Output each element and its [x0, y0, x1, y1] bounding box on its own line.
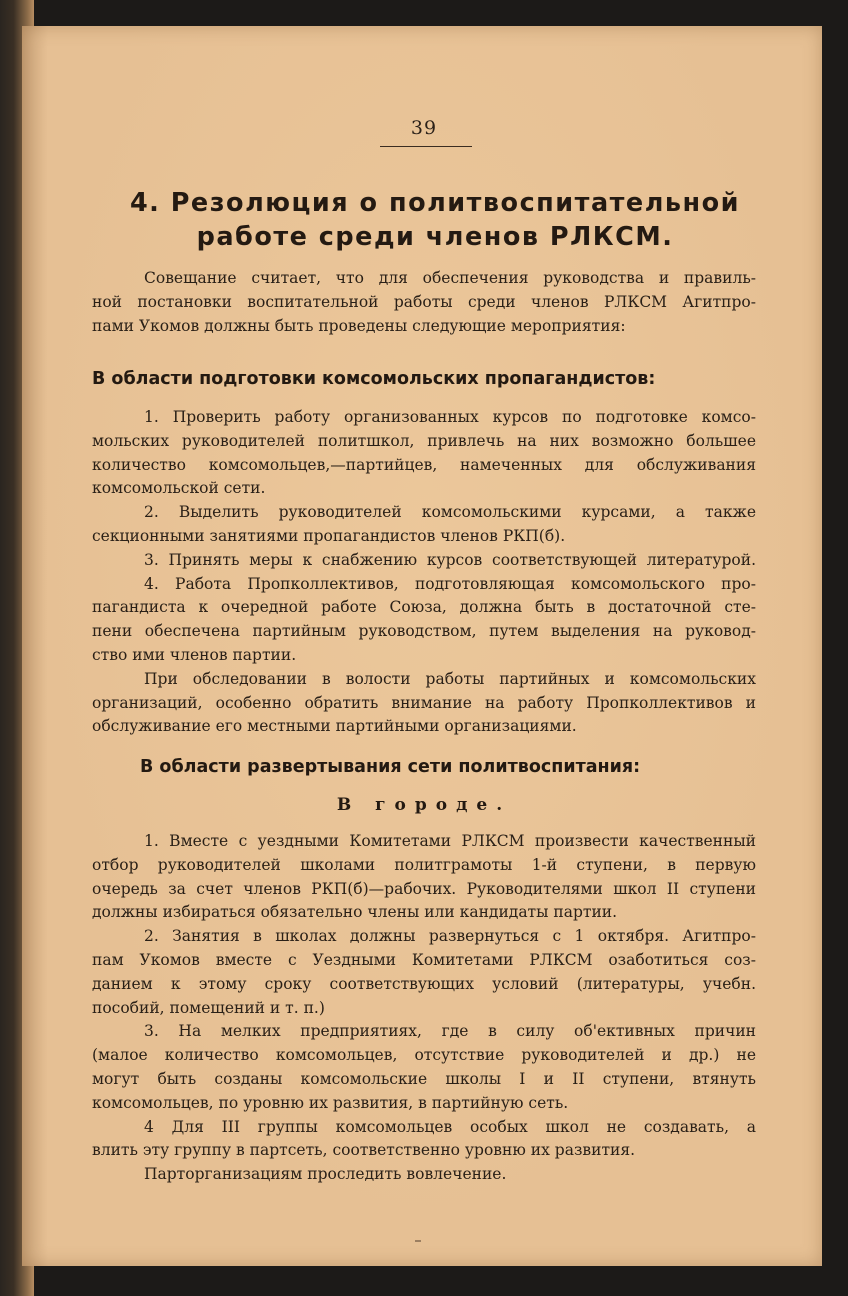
text-line: (малое количество комсомольцев, отсутствие руководителей и др.) не: [92, 1046, 756, 1065]
text-line: 4. Работа Пропколлективов, подготовляющая комсомольского про-: [144, 574, 756, 593]
text-line: ство ими членов партии.: [92, 645, 297, 664]
text-line: 3. На мелких предприятиях, где в силу об'ективных причин: [144, 1022, 756, 1041]
text-line: пам Укомов вместе с Уездными Комитетами РЛКСМ озаботиться соз-: [92, 950, 756, 969]
section-heading-propagandists: В области подготовки комсомольских пропагандистов:: [92, 369, 656, 389]
paper-speck: [415, 1240, 421, 1242]
text-line: отбор руководителей школами политграмоты 1-й ступени, в первую: [92, 855, 756, 874]
text-line: пени обеспечена партийным руководством, путем выделения на руковод-: [92, 622, 756, 641]
page-number: 39: [410, 117, 438, 139]
text-line: пагандиста к очередной работе Союза, должна быть в достаточной сте-: [92, 598, 756, 617]
page-title: [60, 186, 810, 254]
text-line: организаций, особенно обратить внимание на работу Пропколлективов и: [92, 693, 756, 712]
subheading-in-city: В городе.: [336, 795, 512, 815]
text-line: комсомольцев, по уровню их развития, в партийную сеть.: [92, 1093, 569, 1112]
text-line: ной постановки воспитательной работы среди членов РЛКСМ Агитпро-: [92, 292, 756, 311]
text-line: секционными занятиями пропагандистов членов РКП(б).: [92, 526, 566, 545]
text-line: обслуживание его местными партийными организациями.: [92, 717, 577, 736]
text-line: 1. Проверить работу организованных курсов по подготовке комсо-: [144, 408, 756, 426]
text-line: пами Укомов должны быть проведены следующие мероприятия:: [92, 316, 626, 335]
text-line: должны избираться обязательно члены или кандидаты партии.: [92, 903, 618, 922]
text-line: 2. Выделить руководителей комсомольскими курсами, а также: [144, 503, 756, 522]
text-line: Парторганизациям проследить вовлечение.: [144, 1165, 507, 1184]
text-line: влить эту группу в партсеть, соответственно уровню их развития.: [92, 1141, 636, 1160]
text-line: 3. Принять меры к снабжению курсов соответствующей литературой.: [144, 550, 756, 569]
text-line: 4 Для III группы комсомольцев особых школ не создавать, а: [144, 1117, 756, 1136]
text-line: комсомольской сети.: [92, 479, 266, 498]
text-line: очередь за счет членов РКП(б)—рабочих. Руководителями школ II ступени: [92, 879, 756, 898]
text-line: количество комсомольцев,—партийцев, намеченных для обслуживания: [92, 455, 756, 474]
page-number-rule: [380, 146, 472, 147]
text-line: мольских руководителей политшкол, привлечь на них возможно большее: [92, 431, 756, 450]
title-line-1: 4. Резолюция о политвоспитательной: [129, 188, 741, 218]
text-line: данием к этому сроку соответствующих условий (литературы, учебн.: [92, 974, 756, 993]
text-line: Совещание считает, что для обеспечения руководства и правиль-: [144, 269, 756, 287]
section-network-body: [92, 830, 756, 1187]
title-line-2: работе среди членов РЛКСМ.: [196, 222, 674, 252]
section-heading-network: В области развертывания сети политвоспитания:: [140, 757, 641, 777]
text-line: 2. Занятия в школах должны развернуться с 1 октября. Агитпро-: [144, 927, 756, 946]
text-line: 1. Вместе с уездными Комитетами РЛКСМ произвести качественный: [144, 832, 756, 850]
text-line: могут быть созданы комсомольские школы I и II ступени, втянуть: [92, 1069, 756, 1088]
section-propagandists-body: [92, 406, 756, 739]
text-line: При обследовании в волости работы партийных и комсомольских: [144, 669, 756, 688]
intro-paragraph: [92, 267, 756, 338]
text-line: пособий, помещений и т. п.): [92, 998, 325, 1017]
